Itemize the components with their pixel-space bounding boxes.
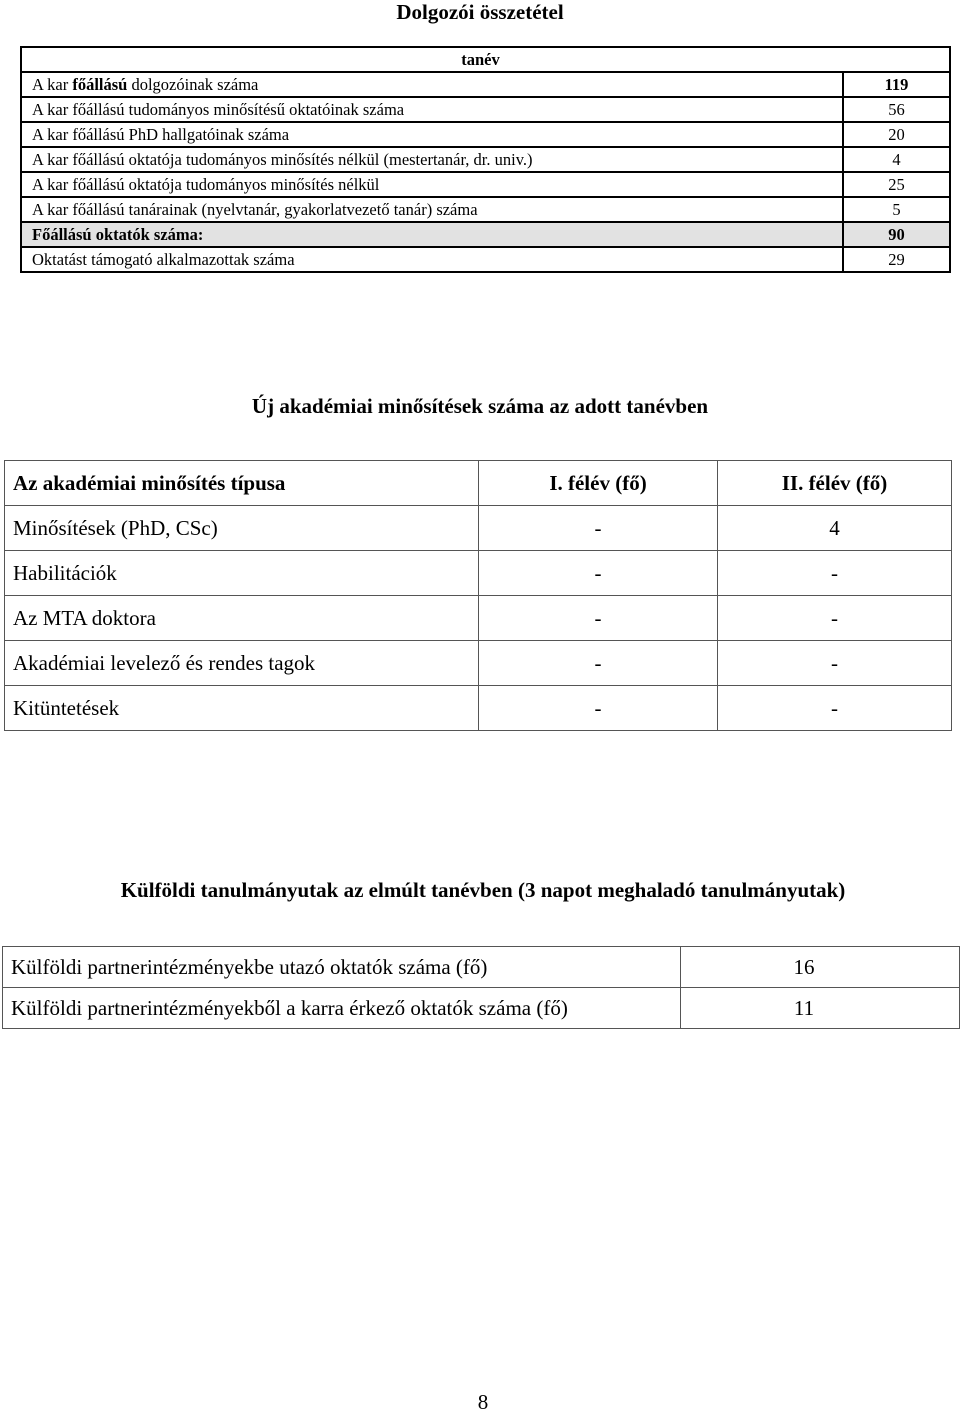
row-label: Habilitációk [5, 551, 479, 596]
column-header-semester-2: II. félév (fő) [718, 461, 952, 506]
column-header-tanev: tanév [21, 47, 950, 72]
row-label: Minősítések (PhD, CSc) [5, 506, 479, 551]
table-row [5, 596, 952, 641]
table-row [5, 641, 952, 686]
row-label: A kar főállású PhD hallgatóinak száma [21, 122, 843, 147]
qualifications-section-title: Új akadémiai minősítések száma az adott tanévben [251, 394, 709, 418]
row-label-prefix: A kar [32, 74, 73, 94]
table-row [21, 122, 950, 147]
row-label: Akadémiai levelező és rendes tagok [5, 641, 479, 686]
row-label: Főállású oktatók száma: [21, 222, 843, 247]
row-value: 20 [843, 122, 950, 147]
row-value: 11 [681, 988, 960, 1029]
table-header-row [5, 461, 952, 506]
row-value: 56 [843, 97, 950, 122]
semester-1-value: - [479, 506, 718, 551]
semester-1-value: - [479, 551, 718, 596]
staff-section-title: Dolgozói összetétel [396, 0, 564, 24]
table-row [5, 686, 952, 731]
row-label: A kar főállású oktatója tudományos minősítés nélkül (mestertanár, dr. univ.) [21, 147, 843, 172]
row-value: 16 [681, 947, 960, 988]
table-row [5, 506, 952, 551]
row-value: 90 [843, 222, 950, 247]
row-label: A kar főállású tanárainak (nyelvtanár, gyakorlatvezető tanár) száma [21, 197, 843, 222]
row-label: Az MTA doktora [5, 596, 479, 641]
row-value: 29 [843, 247, 950, 272]
column-header-type: Az akadémiai minősítés típusa [5, 461, 479, 506]
foreign-visits-table [2, 946, 960, 1029]
semester-1-value: - [479, 641, 718, 686]
row-value: 119 [843, 72, 950, 97]
total-row [21, 222, 950, 247]
table-row [21, 172, 950, 197]
row-label [21, 72, 843, 97]
row-label: Külföldi partnerintézményekből a karra érkező oktatók száma (fő) [3, 988, 681, 1029]
row-label: Oktatást támogató alkalmazottak száma [21, 247, 843, 272]
table-row [21, 147, 950, 172]
page-number: 8 [477, 1390, 489, 1414]
table-row [5, 551, 952, 596]
table-row [21, 247, 950, 272]
row-value: 5 [843, 197, 950, 222]
semester-2-value: - [718, 641, 952, 686]
row-label: A kar főállású tudományos minősítésű oktatóinak száma [21, 97, 843, 122]
table-row [3, 988, 960, 1029]
staff-table [20, 46, 951, 273]
table-header-row [21, 47, 950, 72]
row-label-suffix: dolgozóinak száma [127, 74, 259, 94]
semester-1-value: - [479, 596, 718, 641]
row-label: A kar főállású oktatója tudományos minősítés nélkül [21, 172, 843, 197]
column-header-semester-1: I. félév (fő) [479, 461, 718, 506]
table-row [21, 72, 950, 97]
foreign-visits-section-title: Külföldi tanulmányutak az elmúlt tanévben (3 napot meghaladó tanulmányutak) [120, 878, 846, 902]
semester-2-value: - [718, 596, 952, 641]
semester-1-value: - [479, 686, 718, 731]
table-row [3, 947, 960, 988]
row-label: Külföldi partnerintézményekbe utazó oktatók száma (fő) [3, 947, 681, 988]
qualifications-table [4, 460, 952, 731]
semester-2-value: - [718, 686, 952, 731]
row-label-bold: főállású [72, 74, 128, 94]
row-value: 4 [843, 147, 950, 172]
semester-2-value: 4 [718, 506, 952, 551]
semester-2-value: - [718, 551, 952, 596]
row-label: Kitüntetések [5, 686, 479, 731]
row-value: 25 [843, 172, 950, 197]
table-row [21, 97, 950, 122]
table-row [21, 197, 950, 222]
